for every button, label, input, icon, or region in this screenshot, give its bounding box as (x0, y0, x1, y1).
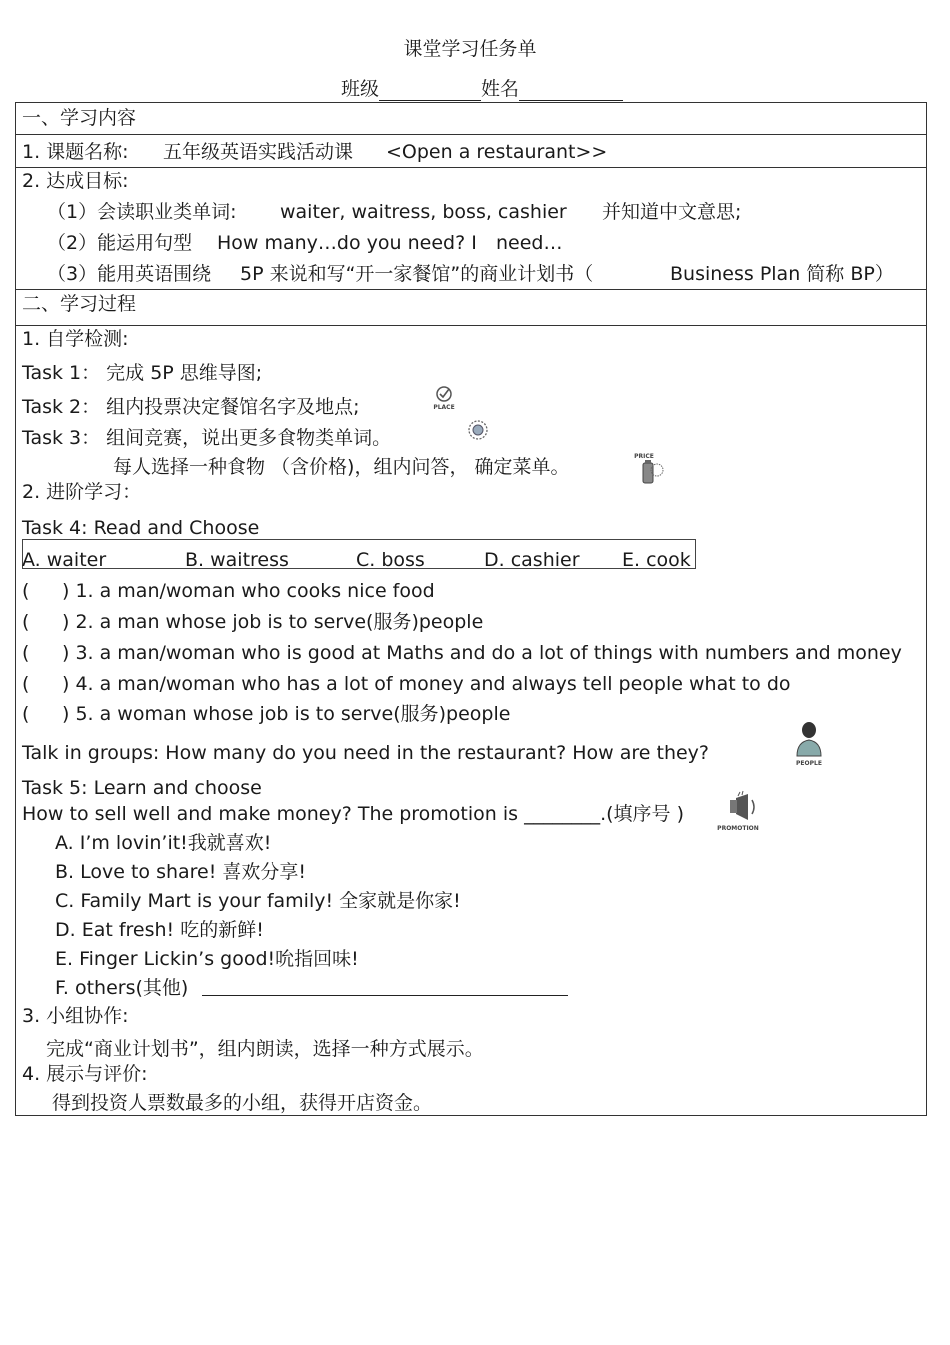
price-icon-label: PRICE (634, 453, 654, 460)
price-icon (632, 450, 666, 486)
question-4: ) 4. a man/woman who has a lot of money and always tell people what to do (62, 673, 791, 695)
section1-heading: 一、学习内容 (22, 107, 137, 129)
goal3-c: Business Plan 简称 BP） (670, 263, 894, 285)
page-title: 课堂学习任务单 (403, 38, 537, 60)
product-icon (462, 418, 494, 442)
group-work-desc: 完成“商业计划书”，组内朗读，选择一种方式展示。 (46, 1038, 484, 1060)
row-divider (15, 325, 927, 326)
promo-e: E. Finger Lickin’s good!吮指回味! (55, 948, 359, 970)
question-3: ) 3. a man/woman who is good at Maths and do a lot of things with numbers and money (62, 642, 902, 664)
option-b: B. waitress (185, 549, 289, 571)
self-check-label: 1. 自学检测: (22, 328, 129, 350)
option-d: D. cashier (484, 549, 580, 571)
goal2-a: （2）能运用句型 (47, 232, 193, 254)
row-divider (15, 289, 927, 290)
task3-sub: 每人选择一种食物 （含价格)，组内问答， 确定菜单。 (113, 456, 570, 478)
promo-d: D. Eat fresh! 吃的新鲜! (55, 919, 264, 941)
promo-a: A. I’m lovin’it!我就喜欢! (55, 832, 272, 854)
section2-heading: 二、学习过程 (22, 293, 137, 315)
class-label: 班级 (340, 78, 379, 100)
task2: Task 2： 组内投票决定餐馆名字及地点; (22, 396, 360, 418)
name-label: 姓名 (481, 78, 520, 100)
promotion-icon (708, 790, 768, 834)
advanced-label: 2. 进阶学习： (22, 481, 142, 503)
goal2-b: How many…do you need? I (217, 232, 477, 254)
group-work-label: 3. 小组协作: (22, 1005, 129, 1027)
showcase-label: 4. 展示与评价: (22, 1063, 148, 1085)
task5-question: How to sell well and make money? The promotion is ________.(填序号 ) (22, 803, 684, 825)
promo-c: C. Family Mart is your family! 全家就是你家! (55, 890, 461, 912)
goals-label: 2. 达成目标: (22, 170, 129, 192)
q1-paren[interactable]: ( (22, 580, 30, 602)
others-blank[interactable] (202, 977, 568, 996)
q5-paren[interactable]: ( (22, 703, 30, 725)
option-a: A. waiter (22, 549, 107, 571)
task4-title: Task 4: Read and Choose (22, 517, 260, 539)
topic-label: 1. 课题名称: (22, 141, 129, 163)
people-icon-label: PEOPLE (796, 760, 822, 767)
place-icon-label: PLACE (433, 404, 455, 411)
topic-en: <Open a restaurant>> (386, 141, 608, 163)
promo-f: F. others(其他) (55, 977, 189, 999)
class-blank[interactable] (379, 82, 481, 101)
promotion-icon-label: PROMOTION (717, 825, 759, 832)
class-name-line (0, 74, 950, 101)
question-1: ) 1. a man/woman who cooks nice food (62, 580, 435, 602)
option-c: C. boss (356, 549, 425, 571)
goal2-c: need… (496, 232, 563, 254)
q3-paren[interactable]: ( (22, 642, 30, 664)
name-blank[interactable] (519, 82, 623, 101)
place-icon (430, 383, 458, 411)
goal1-a: （1）会读职业类单词: (47, 201, 237, 223)
talk-in-groups: Talk in groups: How many do you need in the restaurant? How are they? (22, 742, 710, 764)
showcase-desc: 得到投资人票数最多的小组，获得开店资金。 (52, 1092, 433, 1114)
goal3-b: 5P 来说和写“开一家餐馆”的商业计划书（ (240, 263, 594, 285)
goal1-b: waiter, waitress, boss, cashier (280, 201, 567, 223)
task5-title: Task 5: Learn and choose (22, 777, 262, 799)
goal1-c: 并知道中文意思; (602, 201, 742, 223)
row-divider (15, 167, 927, 168)
question-2: ) 2. a man whose job is to serve(服务)people (62, 611, 484, 633)
q2-paren[interactable]: ( (22, 611, 30, 633)
question-5: ) 5. a woman whose job is to serve(服务)people (62, 703, 511, 725)
promo-b: B. Love to share! 喜欢分享! (55, 861, 307, 883)
topic-cn: 五年级英语实践活动课 (163, 141, 354, 163)
option-e: E. cook (622, 549, 691, 571)
people-icon (788, 718, 830, 768)
task1: Task 1： 完成 5P 思维导图; (22, 362, 263, 384)
task3: Task 3： 组间竞赛，说出更多食物类单词。 (22, 427, 392, 449)
row-divider (15, 134, 927, 135)
q4-paren[interactable]: ( (22, 673, 30, 695)
goal3-a: （3）能用英语围绕 (47, 263, 212, 285)
